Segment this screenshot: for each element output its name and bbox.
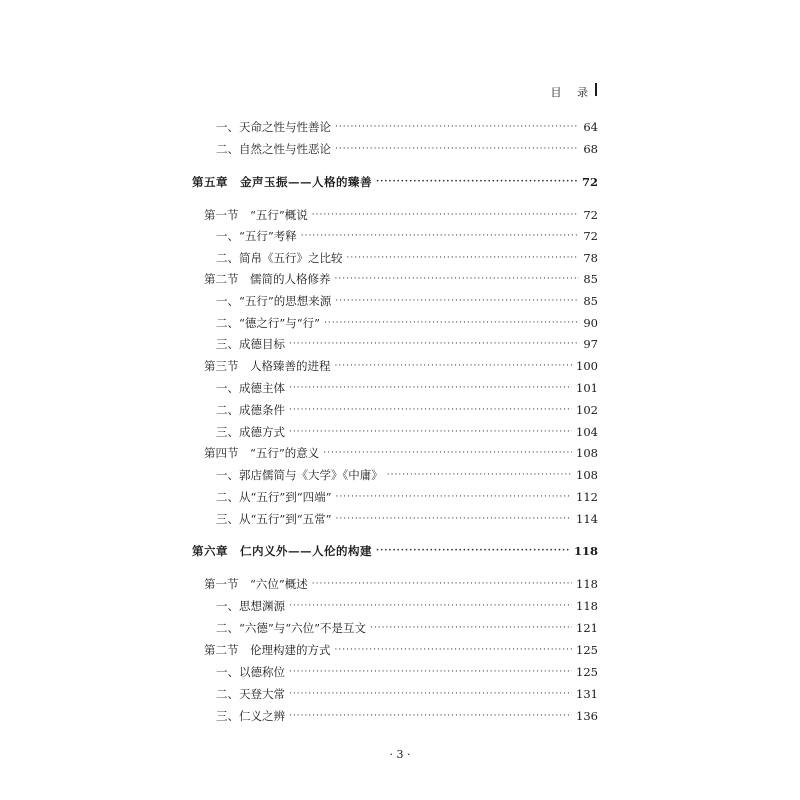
dot-leader — [289, 427, 572, 437]
toc-entry-title: 一、“五行”考释 — [216, 229, 297, 243]
toc-section-page: 100 — [576, 359, 598, 373]
toc-entry-page: 85 — [583, 294, 598, 308]
dot-leader — [312, 579, 572, 589]
dot-leader — [289, 667, 572, 677]
dot-leader — [387, 470, 572, 480]
toc-entry-title: 二、成德条件 — [216, 403, 285, 417]
dot-leader — [376, 177, 578, 187]
toc-section — [192, 444, 598, 462]
toc-section — [192, 641, 598, 659]
toc-entry-title: 一、思想渊源 — [216, 599, 285, 613]
dot-leader — [324, 318, 579, 328]
toc-entry-title: 二、“六德”与“六位”不是互文 — [216, 621, 367, 635]
toc-entry-title: 二、从“五行”到“四端” — [216, 490, 332, 504]
toc-section — [192, 206, 598, 224]
toc-entry-page: 104 — [576, 425, 598, 439]
toc-entry-title: 三、成德目标 — [216, 337, 285, 351]
toc-entry — [192, 663, 598, 681]
toc-section-page: 108 — [576, 446, 598, 460]
toc-entry-page: 68 — [583, 142, 598, 156]
toc-entry-title: 一、以德称位 — [216, 665, 285, 679]
dot-leader — [336, 514, 573, 524]
toc-chapter — [192, 542, 598, 560]
toc-entry-title: 二、天登大常 — [216, 687, 285, 701]
toc-entry-page: 72 — [583, 229, 598, 243]
toc-entry — [192, 597, 598, 615]
toc-entry-page: 121 — [576, 621, 598, 635]
toc-section-title: 第二节 伦理构建的方式 — [204, 643, 331, 657]
toc-chapter-page: 118 — [573, 544, 598, 558]
toc-section-page: 118 — [576, 577, 598, 591]
toc-chapter-title: 第五章 金声玉振——人格的臻善 — [192, 175, 372, 189]
dot-leader — [301, 231, 580, 241]
toc-section-page: 85 — [583, 272, 598, 286]
dot-leader — [335, 645, 573, 655]
toc-entry-title: 一、郭店儒简与《大学》《中庸》 — [216, 468, 383, 482]
toc-section — [192, 357, 598, 375]
toc-entry-page: 112 — [576, 490, 598, 504]
toc-entry-page: 131 — [576, 687, 598, 701]
toc-entry — [192, 379, 598, 397]
toc-entry-page: 64 — [583, 120, 598, 134]
toc-entry — [192, 488, 598, 506]
toc-entry — [192, 292, 598, 310]
dot-leader — [376, 546, 570, 556]
dot-leader — [289, 711, 572, 721]
toc-entry-page: 108 — [576, 468, 598, 482]
toc-entry-page: 136 — [576, 709, 598, 723]
toc-entry — [192, 335, 598, 353]
running-header-bar — [595, 83, 597, 96]
toc-entry — [192, 249, 598, 267]
toc-chapter — [192, 173, 598, 191]
dot-leader — [335, 144, 579, 154]
toc-section-title: 第一节 “五行”概说 — [204, 208, 308, 222]
toc-chapter-page: 72 — [581, 175, 598, 189]
toc-entry-title: 二、简帛《五行》之比较 — [216, 251, 343, 265]
dot-leader — [289, 383, 572, 393]
toc-section — [192, 575, 598, 593]
toc-entry-title: 三、成德方式 — [216, 425, 285, 439]
dot-leader — [370, 623, 572, 633]
toc-entry — [192, 140, 598, 158]
dot-leader — [289, 405, 572, 415]
toc-entry-title: 三、仁义之辨 — [216, 709, 285, 723]
toc-entry — [192, 619, 598, 637]
toc-chapter-title: 第六章 仁内义外——人伦的构建 — [192, 544, 372, 558]
toc-section-page: 125 — [576, 643, 598, 657]
toc-section-page: 72 — [583, 208, 598, 222]
dot-leader — [335, 122, 579, 132]
toc-entry — [192, 227, 598, 245]
dot-leader — [312, 210, 580, 220]
toc-section-title: 第三节 人格臻善的进程 — [204, 359, 331, 373]
toc-entry-page: 97 — [583, 337, 598, 351]
toc-entry — [192, 466, 598, 484]
toc-entry — [192, 510, 598, 528]
toc-entry-page: 125 — [576, 665, 598, 679]
toc-section-title: 第四节 “五行”的意义 — [204, 446, 320, 460]
toc-entry-title: 一、成德主体 — [216, 381, 285, 395]
toc-entry-page: 101 — [576, 381, 598, 395]
toc-entry — [192, 118, 598, 136]
page-number: · 3 · — [389, 748, 411, 761]
toc-entry-page: 78 — [583, 251, 598, 265]
dot-leader — [335, 296, 579, 306]
dot-leader — [323, 448, 572, 458]
toc-section-title: 第一节 “六位”概述 — [204, 577, 308, 591]
toc-entry-page: 118 — [576, 599, 598, 613]
dot-leader — [347, 253, 580, 263]
dot-leader — [289, 601, 572, 611]
dot-leader — [289, 339, 579, 349]
toc-entry-title: 一、“五行”的思想来源 — [216, 294, 332, 308]
toc-entry-title: 二、自然之性与性恶论 — [216, 142, 331, 156]
dot-leader — [335, 274, 580, 284]
toc-entry — [192, 685, 598, 703]
toc-entry — [192, 707, 598, 725]
toc-entry-title: 一、天命之性与性善论 — [216, 120, 331, 134]
toc-section-title: 第二节 儒简的人格修养 — [204, 272, 331, 286]
toc-entry — [192, 401, 598, 419]
toc-entry-page: 90 — [583, 316, 598, 330]
toc-entry-title: 三、从“五行”到“五常” — [216, 512, 332, 526]
toc-section — [192, 270, 598, 288]
dot-leader — [289, 689, 572, 699]
toc-entry — [192, 314, 598, 332]
toc-entry-title: 二、“德之行”与“行” — [216, 316, 321, 330]
toc-entry-page: 102 — [576, 403, 598, 417]
running-header-title: 目 录 — [550, 86, 594, 99]
dot-leader — [335, 361, 573, 371]
dot-leader — [336, 492, 573, 502]
toc-entry — [192, 423, 598, 441]
toc-entry-page: 114 — [576, 512, 598, 526]
